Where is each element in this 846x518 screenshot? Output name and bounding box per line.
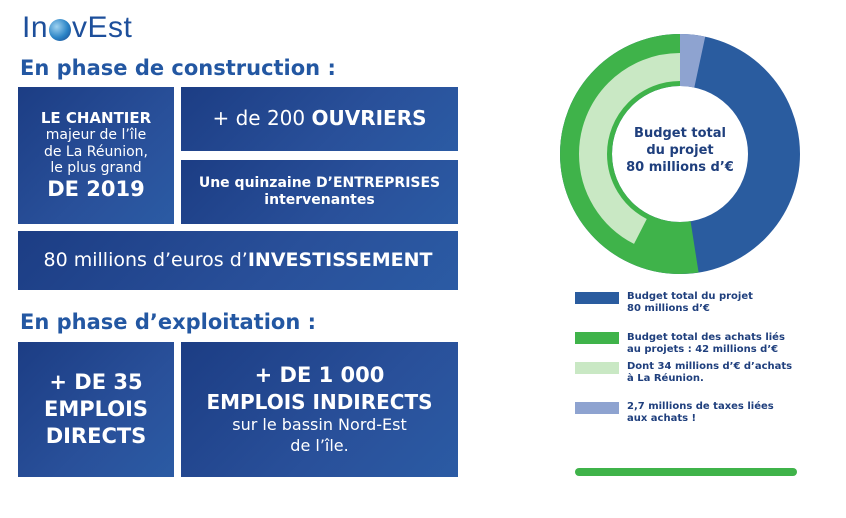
inovest-logo (22, 10, 132, 46)
construction-title: En phase de construction : (20, 56, 336, 80)
chantier-line-3: de La Réunion, (43, 143, 148, 160)
emplois-directs-box (18, 342, 174, 477)
entreprises-bold: D’ENTREPRISES (316, 175, 441, 192)
chantier-line-2: majeur de l’île (45, 127, 147, 144)
legend-swatch-total (575, 292, 619, 304)
legend-label-taxes: 2,7 millions de taxes liées aux achats ! (627, 401, 774, 424)
legend-label-reunion: Dont 34 millions d’€ d’achats à La Réunion. (627, 361, 793, 384)
indirects-line-3: sur le bassin Nord-Est (232, 415, 407, 435)
entreprises-line-2: intervenantes (264, 192, 375, 208)
investissement-box (18, 231, 458, 290)
logo-text-suffix: vEst (72, 11, 133, 44)
ouvriers-prefix: + de 200 (212, 106, 312, 131)
decorative-green-bar (575, 468, 797, 476)
indirects-line-2: EMPLOIS INDIRECTS (206, 390, 433, 415)
legend-label-total: Budget total du projet 80 millions d’€ (627, 291, 753, 314)
budget-donut-chart (560, 34, 800, 274)
ouvriers-line (212, 107, 426, 131)
investissement-bold: INVESTISSEMENT (247, 249, 433, 272)
donut-center-line-2: du projet (646, 143, 714, 158)
legend-label-achats: Budget total des achats liés au projets : 42 millions d’€ (627, 332, 785, 355)
legend-swatch-achats (575, 332, 619, 344)
ouvriers-box (181, 87, 458, 151)
entreprises-box (181, 160, 458, 224)
investissement-line (44, 249, 433, 271)
globe-icon (49, 19, 71, 41)
exploitation-title: En phase d’exploitation : (20, 310, 316, 334)
donut-center-line-3: 80 millions d’€ (626, 160, 734, 175)
legend-swatch-taxes (575, 402, 619, 414)
chantier-line-1: LE CHANTIER (40, 108, 152, 127)
emplois-indirects-box (181, 342, 458, 477)
chantier-line-5: DE 2019 (47, 176, 145, 201)
chantier-line-4: le plus grand (50, 160, 142, 177)
directs-line-3: DIRECTS (45, 424, 147, 449)
directs-line-1: + DE 35 (49, 369, 143, 394)
directs-line-2: EMPLOIS (43, 396, 149, 421)
indirects-line-4: de l’île. (290, 436, 349, 456)
investissement-prefix: 80 millions d’euros d’ (43, 249, 248, 272)
ouvriers-bold: OUVRIERS (311, 106, 427, 131)
donut-center-line-1: Budget total (634, 126, 726, 141)
legend-swatch-reunion (575, 362, 619, 374)
entreprises-line-1 (199, 175, 440, 192)
indirects-line-1: + DE 1 000 (254, 363, 385, 388)
chantier-box (18, 87, 174, 224)
logo-text-prefix: In (22, 11, 49, 44)
entreprises-prefix: Une quinzaine (198, 175, 317, 192)
